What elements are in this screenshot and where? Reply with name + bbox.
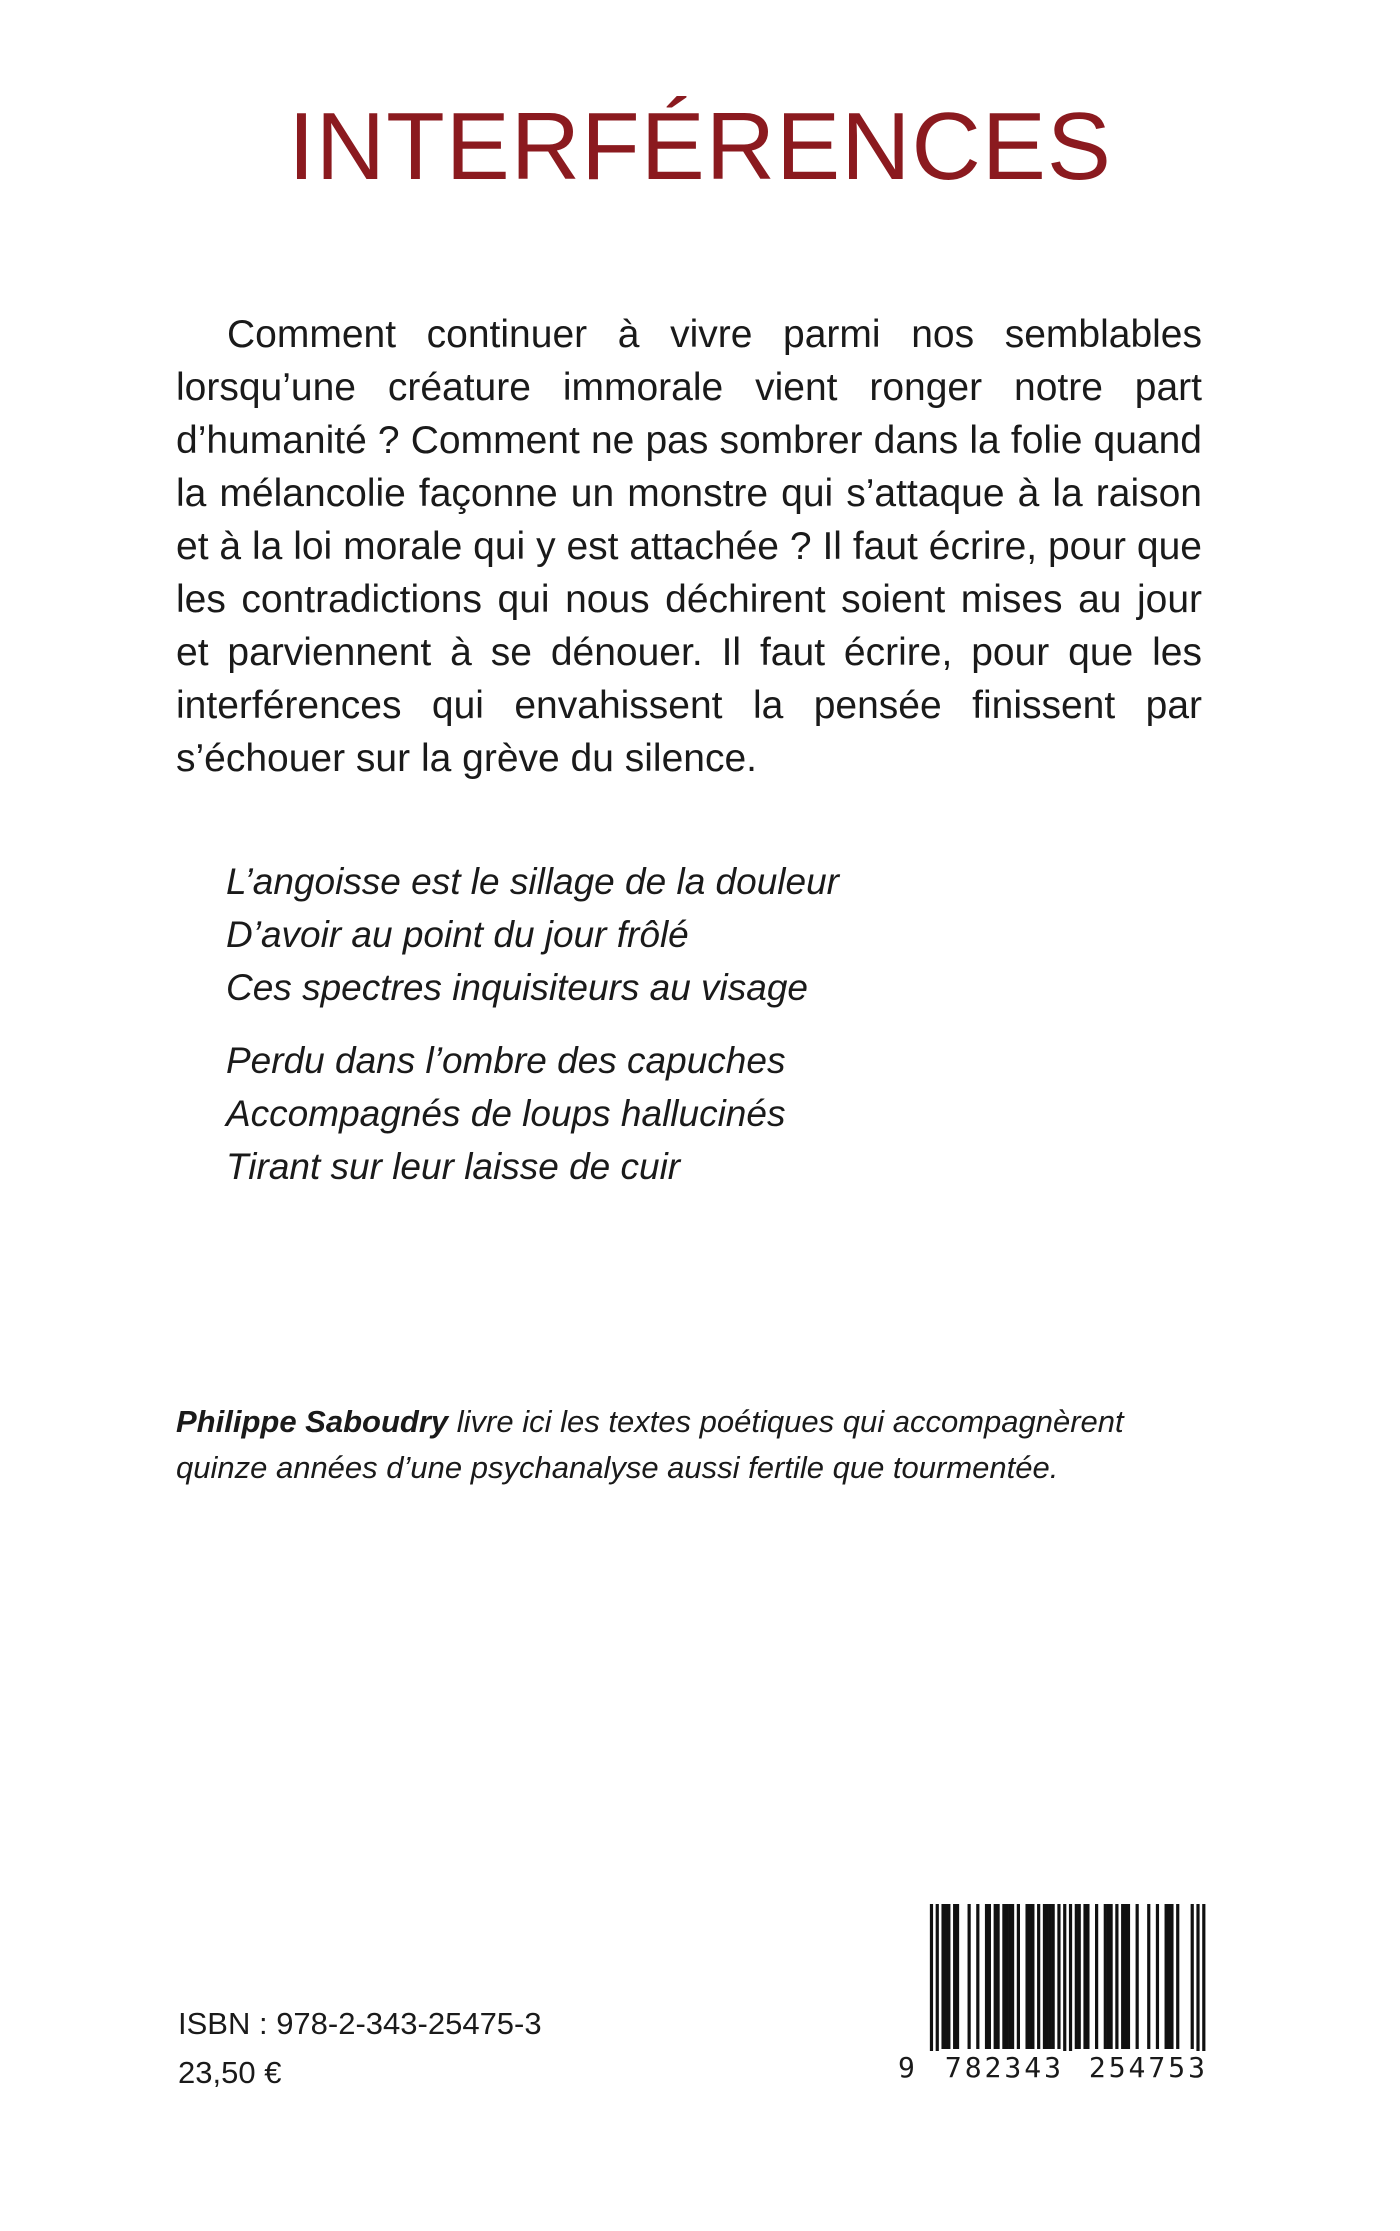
- blurb-paragraph: Comment continuer à vivre parmi nos semblables lorsqu’une créature immorale vient ronger notre part d’humanité ? Comment ne pas sombrer dans la folie quand la mélancolie façonne un monstre qui s’attaque à la raison et à la loi morale qui y est attachée ? Il faut écrire, pour que les contradictions qui nous déchirent soient mises au jour et parviennent à se dénouer. Il faut écrire, pour que les interférences qui envahissent la pensée finissent par s’échouer sur la grève du silence.: [176, 313, 1202, 780]
- barcode-bar: [997, 1904, 1000, 2049]
- barcode-bars: [898, 1904, 1208, 2066]
- barcode-bar: [1176, 1904, 1179, 2049]
- barcode-bar: [1136, 1904, 1139, 2049]
- barcode-lead-digit: 9: [898, 2051, 915, 2084]
- poem-stanza-2: [226, 1034, 785, 1193]
- author-note: [176, 1399, 1206, 1491]
- book-title: INTERFÉRENCES: [288, 93, 1112, 200]
- barcode-bar: [1046, 1904, 1049, 2049]
- poem-line: L’angoisse est le sillage de la douleur: [226, 861, 839, 902]
- isbn-label: ISBN : 978-2-343-25475-3: [178, 2006, 542, 2041]
- barcode-bar: [1107, 1904, 1110, 2049]
- barcode-bar: [988, 1904, 991, 2049]
- barcode-bar: [1017, 1904, 1020, 2049]
- barcode-bar: [1191, 1904, 1194, 2049]
- barcode-bar: [1170, 1904, 1173, 2049]
- author-note-text: livre ici les textes poétiques qui accompagnèrent quinze années d’une psychanalyse aussi fertile que tourmentée.: [176, 1404, 1124, 1485]
- barcode-bar: [947, 1904, 950, 2049]
- barcode-bar: [976, 1904, 979, 2049]
- price-label: 23,50 €: [178, 2055, 282, 2090]
- barcode-guard-bar: [1069, 1904, 1072, 2066]
- barcode-bar: [956, 1904, 959, 2049]
- barcode-bar: [985, 1904, 988, 2049]
- barcode-bar: [953, 1904, 956, 2049]
- poem-line: Perdu dans l’ombre des capuches: [226, 1040, 786, 1081]
- barcode-bar: [1110, 1904, 1113, 2049]
- barcode-bar: [1057, 1904, 1060, 2049]
- barcode-bar: [941, 1904, 944, 2049]
- barcode: [898, 1904, 1208, 2092]
- barcode-left-group: 782343: [944, 2051, 1064, 2084]
- barcode-bar: [968, 1904, 971, 2049]
- barcode-bar: [1115, 1904, 1118, 2049]
- barcode-bar: [1083, 1904, 1086, 2049]
- barcode-guard-bar: [936, 1904, 939, 2066]
- barcode-bar: [1127, 1904, 1130, 2049]
- barcode-bar: [1008, 1904, 1011, 2049]
- author-name: Philippe Saboudry: [176, 1404, 449, 1439]
- barcode-bar: [1049, 1904, 1052, 2049]
- barcode-bar: [1052, 1904, 1055, 2049]
- barcode-bar: [1002, 1904, 1005, 2049]
- barcode-bar: [1121, 1904, 1124, 2049]
- barcode-bar: [1165, 1904, 1168, 2049]
- barcode-bar: [1011, 1904, 1014, 2049]
- barcode-bar: [1037, 1904, 1040, 2049]
- barcode-guard-bar: [1196, 1904, 1199, 2066]
- barcode-bar: [1025, 1904, 1028, 2049]
- barcode-bar: [994, 1904, 997, 2049]
- barcode-bar: [1156, 1904, 1159, 2049]
- barcode-bar: [1095, 1904, 1098, 2049]
- barcode-bar: [1028, 1904, 1031, 2049]
- poem-line: Ces spectres inquisiteurs au visage: [226, 967, 809, 1008]
- barcode-digits: [898, 2051, 1208, 2085]
- barcode-bar: [1124, 1904, 1127, 2049]
- barcode-bar: [1005, 1904, 1008, 2049]
- barcode-bar: [1086, 1904, 1089, 2049]
- barcode-bar: [1147, 1904, 1150, 2049]
- barcode-bar: [1043, 1904, 1046, 2049]
- poem-stanza-1: [226, 855, 839, 1014]
- barcode-bar: [1031, 1904, 1034, 2049]
- barcode-guard-bar: [1063, 1904, 1066, 2066]
- barcode-bar: [1104, 1904, 1107, 2049]
- barcode-bar: [1078, 1904, 1081, 2049]
- barcode-right-group: 254753: [1088, 2051, 1208, 2084]
- barcode-guard-bar: [930, 1904, 933, 2066]
- barcode-guard-bar: [1202, 1904, 1205, 2066]
- barcode-bar: [1075, 1904, 1078, 2049]
- barcode-bar: [944, 1904, 947, 2049]
- poem-line: D’avoir au point du jour frôlé: [226, 914, 689, 955]
- barcode-bar: [1167, 1904, 1170, 2049]
- poem-line: Tirant sur leur laisse de cuir: [226, 1146, 681, 1187]
- poem-line: Accompagnés de loups hallucinés: [226, 1093, 786, 1134]
